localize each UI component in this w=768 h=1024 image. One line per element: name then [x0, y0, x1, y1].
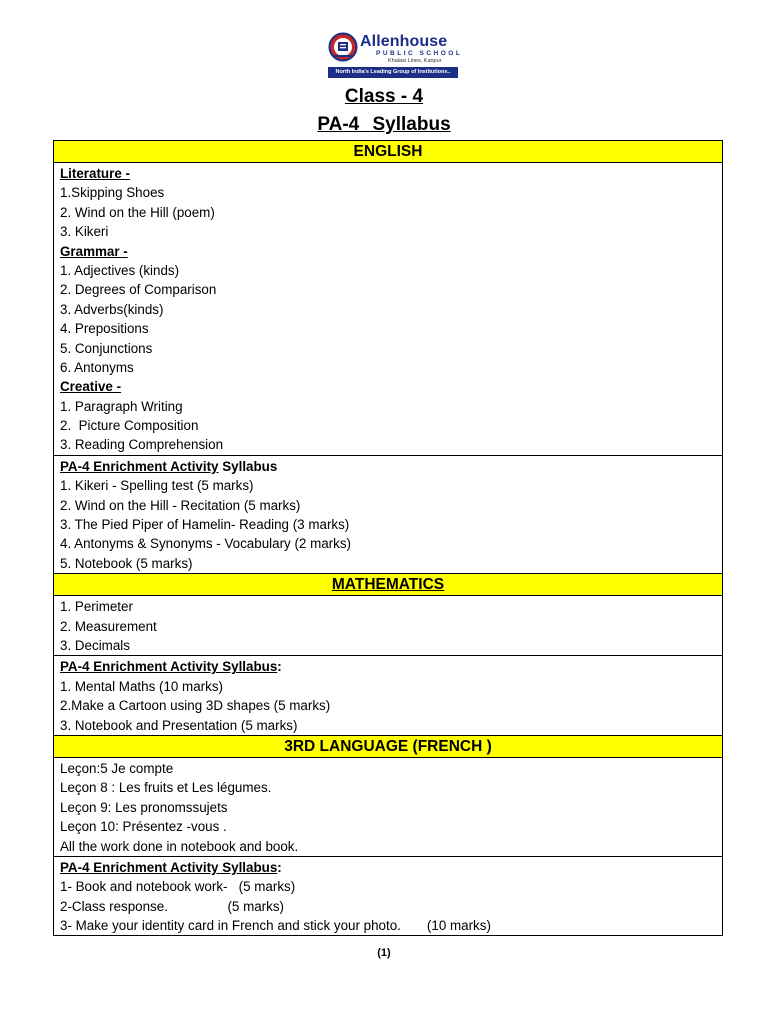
section-header: [54, 736, 722, 758]
syllabus-item: 2. Measurement: [60, 618, 157, 634]
enrichment-heading-rest: :: [277, 659, 282, 675]
page-number: (1): [377, 947, 391, 959]
section-header-label: 3RD LANGUAGE (FRENCH ): [284, 737, 492, 755]
enrichment-block: [54, 456, 722, 574]
syllabus-item: 5. Notebook (5 marks): [60, 555, 193, 571]
syllabus-item: 3. Decimals: [60, 637, 130, 653]
syllabus-item: 3- Make your identity card in French and stick your photo. (10 marks): [60, 918, 491, 934]
logo-subtitle: PUBLIC SCHOOL: [376, 50, 463, 57]
syllabus-item: 1. Mental Maths (10 marks): [60, 678, 223, 694]
enrichment-heading-underlined: PA-4 Enrichment Activity Syllabus: [60, 859, 278, 875]
syllabus-item: 1. Paragraph Writing: [60, 398, 183, 414]
syllabus-item: 2. Wind on the Hill (poem): [60, 204, 215, 220]
school-crest-icon: [328, 32, 358, 62]
logo-name: Allenhouse: [360, 33, 448, 50]
syllabus-item: 4. Prepositions: [60, 321, 149, 337]
syllabus-item: 1- Book and notebook work- (5 marks): [60, 879, 296, 895]
syllabus-block: [54, 163, 722, 456]
syllabus-item: Leçon 8 : Les fruits et Les légumes.: [60, 780, 272, 796]
topic-heading: Literature -: [60, 166, 130, 181]
syllabus-item: 1.Skipping Shoes: [60, 185, 165, 201]
syllabus-item: 3. Adverbs(kinds): [60, 301, 164, 317]
syllabus-item: All the work done in notebook and book.: [60, 838, 299, 854]
section-header: [54, 141, 722, 163]
section-header-label: MATHEMATICS: [331, 576, 445, 594]
enrichment-block: [54, 656, 722, 736]
enrichment-heading-rest: :: [277, 859, 282, 875]
section-header-label: ENGLISH: [353, 143, 423, 160]
class-title: Class - 4: [344, 86, 424, 107]
syllabus-item: 3. The Pied Piper of Hamelin- Reading (3 marks): [60, 517, 350, 533]
syllabus-item: Leçon 9: Les pronomssujets: [60, 799, 228, 815]
logo-location: Khalasi Lines, Kanpur: [388, 58, 442, 64]
topic-heading: Creative -: [60, 379, 122, 395]
syllabus-item: Leçon 10: Présentez -vous .: [60, 819, 227, 835]
syllabus-item: 1. Perimeter: [60, 599, 133, 615]
enrichment-heading: [60, 858, 722, 877]
syllabus-block: [54, 758, 722, 857]
syllabus-item: 2-Class response. (5 marks): [60, 898, 284, 914]
syllabus-item: 3. Kikeri: [60, 224, 109, 240]
syllabus-item: 1. Kikeri - Spelling test (5 marks): [60, 478, 254, 494]
syllabus-table: [53, 140, 723, 936]
school-logo: [328, 30, 463, 80]
syllabus-item: 4. Antonyms & Synonyms - Vocabulary (2 marks): [60, 536, 351, 552]
syllabus-item: 2. Picture Composition: [60, 418, 199, 434]
syllabus-item: Leçon:5 Je compte: [60, 760, 174, 776]
section-header: [54, 574, 722, 596]
syllabus-item: 5. Conjunctions: [60, 340, 153, 356]
syllabus-block: [54, 596, 722, 656]
topic-heading: Grammar -: [60, 243, 128, 259]
syllabus-item: 1. Adjectives (kinds): [60, 262, 180, 278]
enrichment-heading: [60, 457, 722, 476]
syllabus-item: 6. Antonyms: [60, 359, 134, 375]
enrichment-heading-underlined: PA-4 Enrichment Activity Syllabus: [60, 659, 278, 675]
syllabus-title: PA-4 Syllabus: [317, 114, 451, 135]
enrichment-block: [54, 857, 722, 936]
logo-wordmark: [328, 30, 463, 66]
syllabus-item: 3. Reading Comprehension: [60, 437, 224, 453]
syllabus-item: 2. Degrees of Comparison: [60, 282, 217, 298]
enrichment-heading: [60, 657, 722, 676]
syllabus-item: 2. Wind on the Hill - Recitation (5 marks): [60, 497, 301, 513]
syllabus-item: 2.Make a Cartoon using 3D shapes (5 marks): [60, 698, 331, 714]
enrichment-heading-rest: Syllabus: [218, 458, 278, 474]
logo-tagline: North India's Leading Group of Institutions..: [328, 67, 458, 78]
syllabus-item: 3. Notebook and Presentation (5 marks): [60, 717, 298, 733]
enrichment-heading-underlined: PA-4 Enrichment Activity: [60, 458, 219, 474]
